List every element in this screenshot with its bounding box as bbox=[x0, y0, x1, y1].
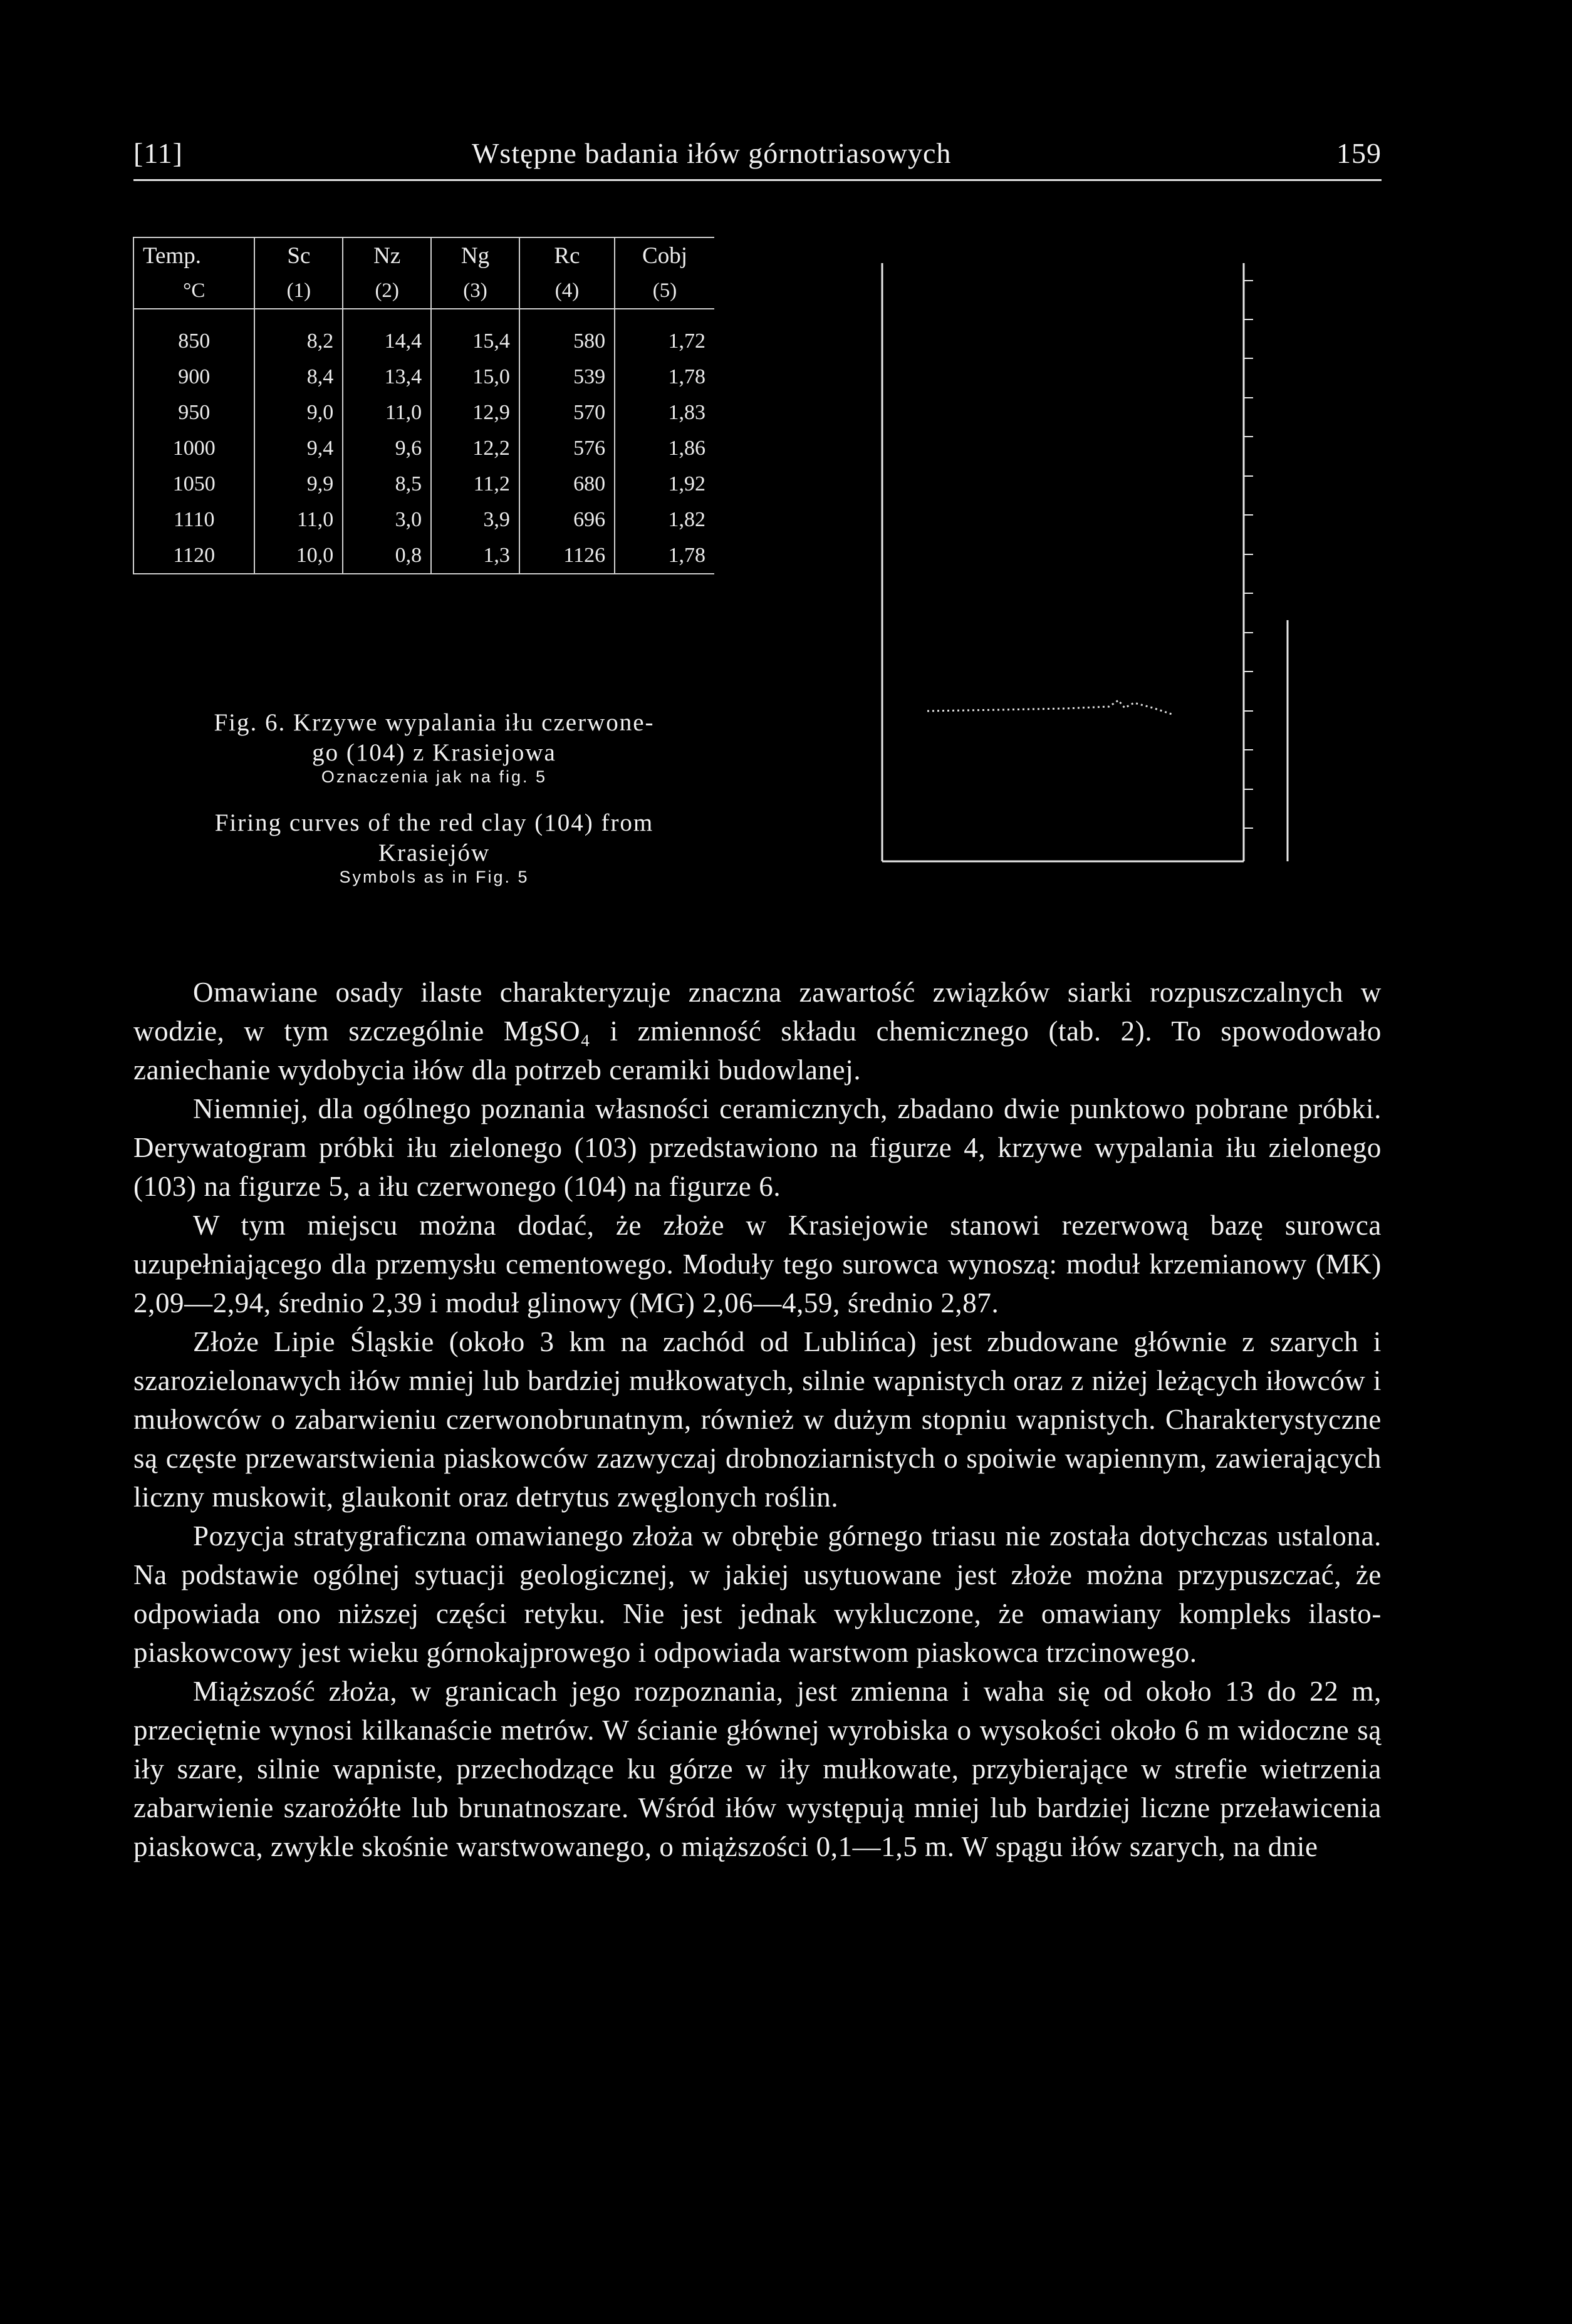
cell: 1,86 bbox=[615, 430, 714, 466]
caption-pl-line1: Fig. 6. Krzywe wypalania iłu czerwone- bbox=[214, 709, 655, 736]
cell: 9,4 bbox=[254, 430, 343, 466]
cell: 1,78 bbox=[615, 359, 714, 395]
col-nz-ref: (2) bbox=[343, 273, 431, 309]
col-cobj-ref: (5) bbox=[615, 273, 714, 309]
cell: 8,2 bbox=[254, 323, 343, 359]
paragraph: W tym miejscu można dodać, że złoże w Krasiejowie stanowi rezerwową bazę surowca uzupełniającego dla przemysłu cementowego. Moduły tego surowca wynoszą: moduł krzemianowy (MK) 2,09—2,94, średnio 2,39 i moduł glinowy (MG) 2,06—4,59, średnio 2,87. bbox=[133, 1210, 1382, 1319]
cell: 11,0 bbox=[254, 502, 343, 537]
caption-en-line1: Firing curves of the red clay (104) from bbox=[214, 809, 654, 836]
col-rc: Rc bbox=[519, 237, 615, 273]
cell: 1,78 bbox=[615, 537, 714, 574]
table-subheader-row bbox=[133, 273, 714, 309]
cell: 1126 bbox=[519, 537, 615, 574]
cell: 9,0 bbox=[254, 395, 343, 430]
cell: 950 bbox=[133, 395, 254, 430]
col-rc-ref: (4) bbox=[519, 273, 615, 309]
cell: 900 bbox=[133, 359, 254, 395]
table-row bbox=[133, 502, 714, 537]
paragraph: Niemniej, dla ogólnego poznania własności ceramicznych, zbadano dwie punktowo pobrane próbki. Derywatogram próbki iłu zielonego (103) przedstawiono na figurze 4, krzywe wypalania iłu zielonego (103) na figurze 5, a iłu czerwonego (104) na figurze 6. bbox=[133, 1093, 1382, 1202]
cell: 3,9 bbox=[431, 502, 519, 537]
caption-pl-symbols: Oznaczenia jak na fig. 5 bbox=[321, 767, 548, 786]
cell: 10,0 bbox=[254, 537, 343, 574]
paragraph: Omawiane osady ilaste charakteryzuje znaczna zawartość związków siarki rozpuszczalnych w wodzie, w tym szczególnie MgSO₄ i zmienność składu chemicznego (tab. 2). To spowodowało zaniechanie wydobycia iłów dla potrzeb ceramiki budowlanej. bbox=[133, 977, 1382, 1086]
cell: 12,2 bbox=[431, 430, 519, 466]
cell: 3,0 bbox=[343, 502, 431, 537]
figure-caption-english bbox=[133, 808, 735, 868]
cell: 539 bbox=[519, 359, 615, 395]
col-temp: Temp. bbox=[133, 237, 254, 273]
col-cobj: Cobj bbox=[615, 237, 714, 273]
firing-curves-figure bbox=[877, 251, 1316, 902]
cell: 1,82 bbox=[615, 502, 714, 537]
running-title: Wstępne badania iłów górnotriasowych bbox=[472, 137, 952, 169]
table-row bbox=[133, 323, 714, 359]
body-text bbox=[133, 973, 1382, 1866]
caption-en-line2: Krasiejów bbox=[378, 839, 491, 866]
cell: 11,0 bbox=[343, 395, 431, 430]
cell: 0,8 bbox=[343, 537, 431, 574]
cell: 1120 bbox=[133, 537, 254, 574]
cell: 1,72 bbox=[615, 323, 714, 359]
col-ng: Ng bbox=[431, 237, 519, 273]
cell: 15,0 bbox=[431, 359, 519, 395]
cell: 680 bbox=[519, 466, 615, 502]
cell: 570 bbox=[519, 395, 615, 430]
paragraph: Pozycja stratygraficzna omawianego złoża w obrębie górnego triasu nie została dotychczas ustalona. Na podstawie ogólnej sytuacji geologicznej, w jakiej usytuowane jest złoże można przypuszczać, że odpowiada ono niższej części retyku. Nie jest jednak wykluczone, że omawiany kompleks ilasto-piaskowcowy jest wieku górnokajprowego i odpowiada warstwom piaskowca trzcinowego. bbox=[133, 1520, 1382, 1668]
firing-data-table bbox=[133, 237, 714, 574]
cell: 1000 bbox=[133, 430, 254, 466]
section-number: [11] bbox=[133, 137, 183, 169]
table-row bbox=[133, 537, 714, 574]
firing-curve-dotted bbox=[927, 700, 1172, 714]
col-temp-unit: °C bbox=[133, 273, 254, 309]
table-row bbox=[133, 395, 714, 430]
table-spacer bbox=[133, 309, 714, 323]
col-sc: Sc bbox=[254, 237, 343, 273]
cell: 13,4 bbox=[343, 359, 431, 395]
table-row bbox=[133, 430, 714, 466]
cell: 9,6 bbox=[343, 430, 431, 466]
cell: 1,83 bbox=[615, 395, 714, 430]
figure-ticks bbox=[1244, 281, 1253, 828]
cell: 14,4 bbox=[343, 323, 431, 359]
col-nz: Nz bbox=[343, 237, 431, 273]
caption-en-symbols: Symbols as in Fig. 5 bbox=[339, 868, 529, 886]
cell: 1110 bbox=[133, 502, 254, 537]
cell: 1,3 bbox=[431, 537, 519, 574]
table-row bbox=[133, 466, 714, 502]
cell: 15,4 bbox=[431, 323, 519, 359]
caption-pl-line2: go (104) z Krasiejowa bbox=[312, 739, 556, 766]
cell: 11,2 bbox=[431, 466, 519, 502]
col-sc-ref: (1) bbox=[254, 273, 343, 309]
cell: 1050 bbox=[133, 466, 254, 502]
table-header-row bbox=[133, 237, 714, 273]
header-rule bbox=[133, 179, 1382, 181]
cell: 850 bbox=[133, 323, 254, 359]
figure-caption-polish bbox=[133, 708, 735, 768]
table-row bbox=[133, 359, 714, 395]
cell: 576 bbox=[519, 430, 615, 466]
cell: 8,5 bbox=[343, 466, 431, 502]
cell: 580 bbox=[519, 323, 615, 359]
cell: 9,9 bbox=[254, 466, 343, 502]
page-number: 159 bbox=[1336, 137, 1382, 169]
cell: 696 bbox=[519, 502, 615, 537]
cell: 8,4 bbox=[254, 359, 343, 395]
running-header bbox=[133, 137, 1382, 174]
paragraph: Miąższość złoża, w granicach jego rozpoznania, jest zmienna i waha się od około 13 do 22 m, przeciętnie wynosi kilkanaście metrów. W ścianie głównej wyrobiska o wysokości około 6 m widoczne są iły szare, silnie wapniste, przechodzące ku górze w iły mułkowate, przybierające w strefie wietrzenia zabarwienie szarożółte lub brunatnoszare. Wśród iłów występują mniej lub bardziej liczne przeławicenia piaskowca, zwykle skośnie warstwowanego, o miąższości 0,1—1,5 m. W spągu iłów szarych, na dnie bbox=[133, 1676, 1382, 1862]
cell: 1,92 bbox=[615, 466, 714, 502]
cell: 12,9 bbox=[431, 395, 519, 430]
paragraph: Złoże Lipie Śląskie (około 3 km na zachód od Lublińca) jest zbudowane głównie z szarych i szarozielonawych iłów mniej lub bardziej mułkowatych, silnie wapnistych oraz z niżej leżących iłowców i mułowców o zabarwieniu czerwonobrunatnym, również w dużym stopniu wapnistych. Charakterystyczne są częste przewarstwienia piaskowców zazwyczaj drobnoziarnistych o spoiwie wapiennym, zawierających liczny muskowit, glaukonit oraz detrytus zwęglonych roślin. bbox=[133, 1326, 1382, 1513]
col-ng-ref: (3) bbox=[431, 273, 519, 309]
